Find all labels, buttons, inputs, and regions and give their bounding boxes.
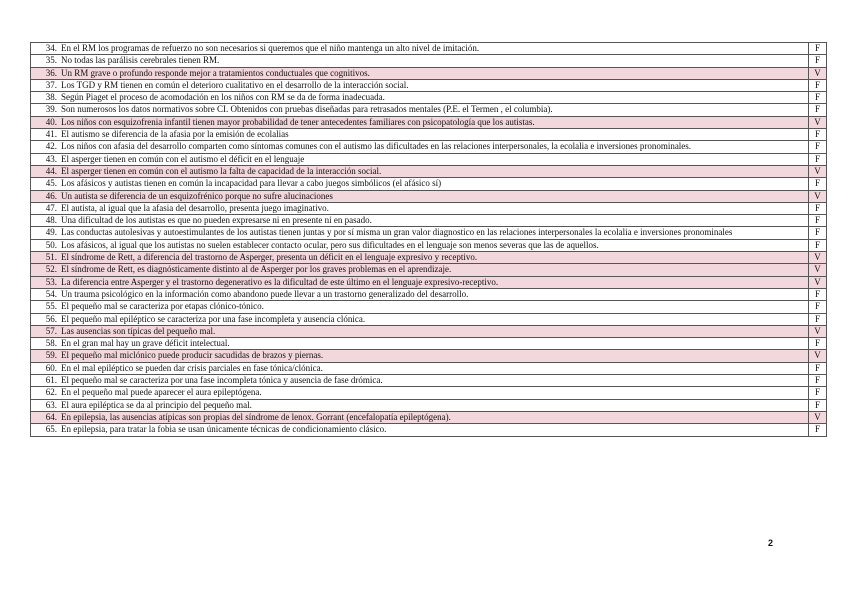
answer-cell: F [809, 153, 827, 165]
question-number: 45. [31, 178, 60, 190]
question-number: 64. [31, 411, 60, 423]
question-number: 40. [31, 116, 60, 128]
table-row [31, 79, 827, 91]
answer-cell: F [809, 387, 827, 399]
question-text: En epilepsia, las ausencias atípicas son propias del síndrome de lenox. Gorrant (encefalopatía epileptógena). [59, 411, 809, 423]
answer-cell: F [809, 104, 827, 116]
question-text: En el mal epiléptico se pueden dar crisis parciales en fase tónica/clónica. [59, 362, 809, 374]
table-row [31, 190, 827, 202]
question-text: En epilepsia, para tratar la fobia se usan únicamente técnicas de condicionamiento clásico. [59, 424, 809, 436]
question-text: En el RM los programas de refuerzo no son necesarios si queremos que el niño mantenga un alto nivel de imitación. [59, 43, 809, 55]
answer-cell: F [809, 424, 827, 436]
question-text: Los afásicos, al igual que los autistas no suelen establecer contacto ocular, pero sus dificultades en el lenguaje son menos severas que las de aquellos. [59, 239, 809, 251]
table-row [31, 202, 827, 214]
table-row [31, 227, 827, 239]
answer-cell: V [809, 190, 827, 202]
question-text: El autismo se diferencia de la afasia por la emisión de ecolalias [59, 129, 809, 141]
table-row [31, 215, 827, 227]
question-number: 42. [31, 141, 60, 153]
question-number: 37. [31, 79, 60, 91]
answer-cell: F [809, 55, 827, 67]
answer-cell: V [809, 325, 827, 337]
question-number: 60. [31, 362, 60, 374]
table-row [31, 288, 827, 300]
question-text: El síndrome de Rett, es diagnósticamente distinto al de Asperger por los graves problemas en el aprendizaje. [59, 264, 809, 276]
question-text: El pequeño mal epiléptico se caracteriza por una fase incompleta y ausencia clónica. [59, 313, 809, 325]
question-number: 50. [31, 239, 60, 251]
answer-cell: V [809, 264, 827, 276]
answer-cell: F [809, 399, 827, 411]
question-number: 52. [31, 264, 60, 276]
question-text: Un autista se diferencia de un esquizofrénico porque no sufre alucinaciones [59, 190, 809, 202]
page-number: 2 [768, 538, 774, 548]
table-row [31, 153, 827, 165]
question-text: El aura epiléptica se da al principio del pequeño mal. [59, 399, 809, 411]
table-row [31, 104, 827, 116]
question-number: 46. [31, 190, 60, 202]
answer-cell: V [809, 252, 827, 264]
answer-cell: F [809, 301, 827, 313]
table-row [31, 264, 827, 276]
answer-cell: F [809, 338, 827, 350]
question-text: Un trauma psicológico en la información como abandono puede llevar a un trastorno generalizado del desarrollo. [59, 288, 809, 300]
table-row [31, 116, 827, 128]
question-number: 43. [31, 153, 60, 165]
table-row [31, 424, 827, 436]
answer-cell: F [809, 215, 827, 227]
answer-cell: V [809, 165, 827, 177]
table-row [31, 178, 827, 190]
answer-cell: F [809, 288, 827, 300]
question-text: No todas las parálisis cerebrales tienen RM. [59, 55, 809, 67]
table-row [31, 375, 827, 387]
answer-cell: F [809, 313, 827, 325]
question-number: 63. [31, 399, 60, 411]
table-row [31, 387, 827, 399]
answer-cell: F [809, 129, 827, 141]
question-text: Los niños con esquizofrenia infantil tienen mayor probabilidad de tener antecedentes familiares con psicopatología que los autistas. [59, 116, 809, 128]
question-text: El asperger tienen en común con el autismo la falta de capacidad de la interacción social. [59, 165, 809, 177]
table-row [31, 411, 827, 423]
question-number: 56. [31, 313, 60, 325]
question-number: 41. [31, 129, 60, 141]
answer-cell: F [809, 141, 827, 153]
question-number: 57. [31, 325, 60, 337]
question-number: 51. [31, 252, 60, 264]
question-text: El autista, al igual que la afasia del desarrollo, presenta juego imaginativo. [59, 202, 809, 214]
table-row [31, 165, 827, 177]
answer-cell: V [809, 276, 827, 288]
table-row [31, 55, 827, 67]
table-row [31, 276, 827, 288]
table-row [31, 362, 827, 374]
question-text: El síndrome de Rett, a diferencia del trastorno de Asperger, presenta un déficit en el lenguaje expresivo y receptivo. [59, 252, 809, 264]
question-text: Los TGD y RM tienen en común el deterioro cualitativo en el desarrollo de la interacción social. [59, 79, 809, 91]
answer-cell: F [809, 178, 827, 190]
question-number: 59. [31, 350, 60, 362]
question-text: Los niños con afasia del desarrollo comparten como síntomas comunes con el autismo las dificultades en las relaciones interpersonales, la ecolalia e inversiones pronominales. [59, 141, 809, 153]
question-number: 34. [31, 43, 60, 55]
question-number: 47. [31, 202, 60, 214]
table-row [31, 313, 827, 325]
question-text: Las ausencias son típicas del pequeño mal. [59, 325, 809, 337]
question-number: 61. [31, 375, 60, 387]
answer-cell: F [809, 79, 827, 91]
question-text: Son numerosos los datos normativos sobre CI. Obtenidos con pruebas diseñadas para retrasados mentales (P.E. el Termen , el columbia). [59, 104, 809, 116]
answer-cell: V [809, 350, 827, 362]
question-number: 54. [31, 288, 60, 300]
question-text: En el gran mal hay un grave déficit intelectual. [59, 338, 809, 350]
question-number: 62. [31, 387, 60, 399]
question-text: La diferencia entre Asperger y el trastorno degenerativo es la dificultad de este último en el lenguaje expresivo-receptivo. [59, 276, 809, 288]
answer-cell: F [809, 227, 827, 239]
question-text: En el pequeño mal puede aparecer el aura epileptógena. [59, 387, 809, 399]
question-text: El pequeño mal se caracteriza por etapas clónico-tónico. [59, 301, 809, 313]
table-row [31, 239, 827, 251]
question-number: 35. [31, 55, 60, 67]
questions-table [30, 42, 827, 437]
answer-cell: F [809, 92, 827, 104]
question-number: 53. [31, 276, 60, 288]
question-number: 48. [31, 215, 60, 227]
question-text: Según Piaget el proceso de acomodación en los niños con RM se da de forma inadecuada. [59, 92, 809, 104]
table-row [31, 350, 827, 362]
table-row [31, 325, 827, 337]
answer-cell: F [809, 202, 827, 214]
question-number: 65. [31, 424, 60, 436]
table-row [31, 67, 827, 79]
table-row [31, 399, 827, 411]
answer-cell: V [809, 67, 827, 79]
question-number: 44. [31, 165, 60, 177]
question-text: Una dificultad de los autistas es que no pueden expresarse ni en presente ni en pasado. [59, 215, 809, 227]
answer-cell: V [809, 411, 827, 423]
table-row [31, 92, 827, 104]
question-number: 38. [31, 92, 60, 104]
question-text: Las conductas autolesivas y autoestimulantes de los autistas tienen juntas y por sí misma un gran valor diagnostico en las relaciones interpersonales la ecolalia e inversiones pronominales [59, 227, 809, 239]
question-number: 39. [31, 104, 60, 116]
table-row [31, 301, 827, 313]
question-text: Un RM grave o profundo responde mejor a tratamientos conductuales que cognitivos. [59, 67, 809, 79]
question-number: 58. [31, 338, 60, 350]
question-text: El pequeño mal miclónico puede producir sacudidas de brazos y piernas. [59, 350, 809, 362]
question-text: El asperger tienen en común con el autismo el déficit en el lenguaje [59, 153, 809, 165]
answer-cell: F [809, 43, 827, 55]
question-text: Los afásicos y autistas tienen en común la incapacidad para llevar a cabo juegos simbólicos (el afásico sí) [59, 178, 809, 190]
answer-cell: V [809, 116, 827, 128]
table-row [31, 43, 827, 55]
question-number: 36. [31, 67, 60, 79]
question-text: El pequeño mal se caracteriza por una fase incompleta tónica y ausencia de fase drómica. [59, 375, 809, 387]
answer-cell: F [809, 375, 827, 387]
questions-table-body [31, 43, 827, 437]
question-number: 49. [31, 227, 60, 239]
table-row [31, 141, 827, 153]
answer-cell: F [809, 362, 827, 374]
table-row [31, 338, 827, 350]
answer-cell: F [809, 239, 827, 251]
table-row [31, 252, 827, 264]
question-number: 55. [31, 301, 60, 313]
table-row [31, 129, 827, 141]
